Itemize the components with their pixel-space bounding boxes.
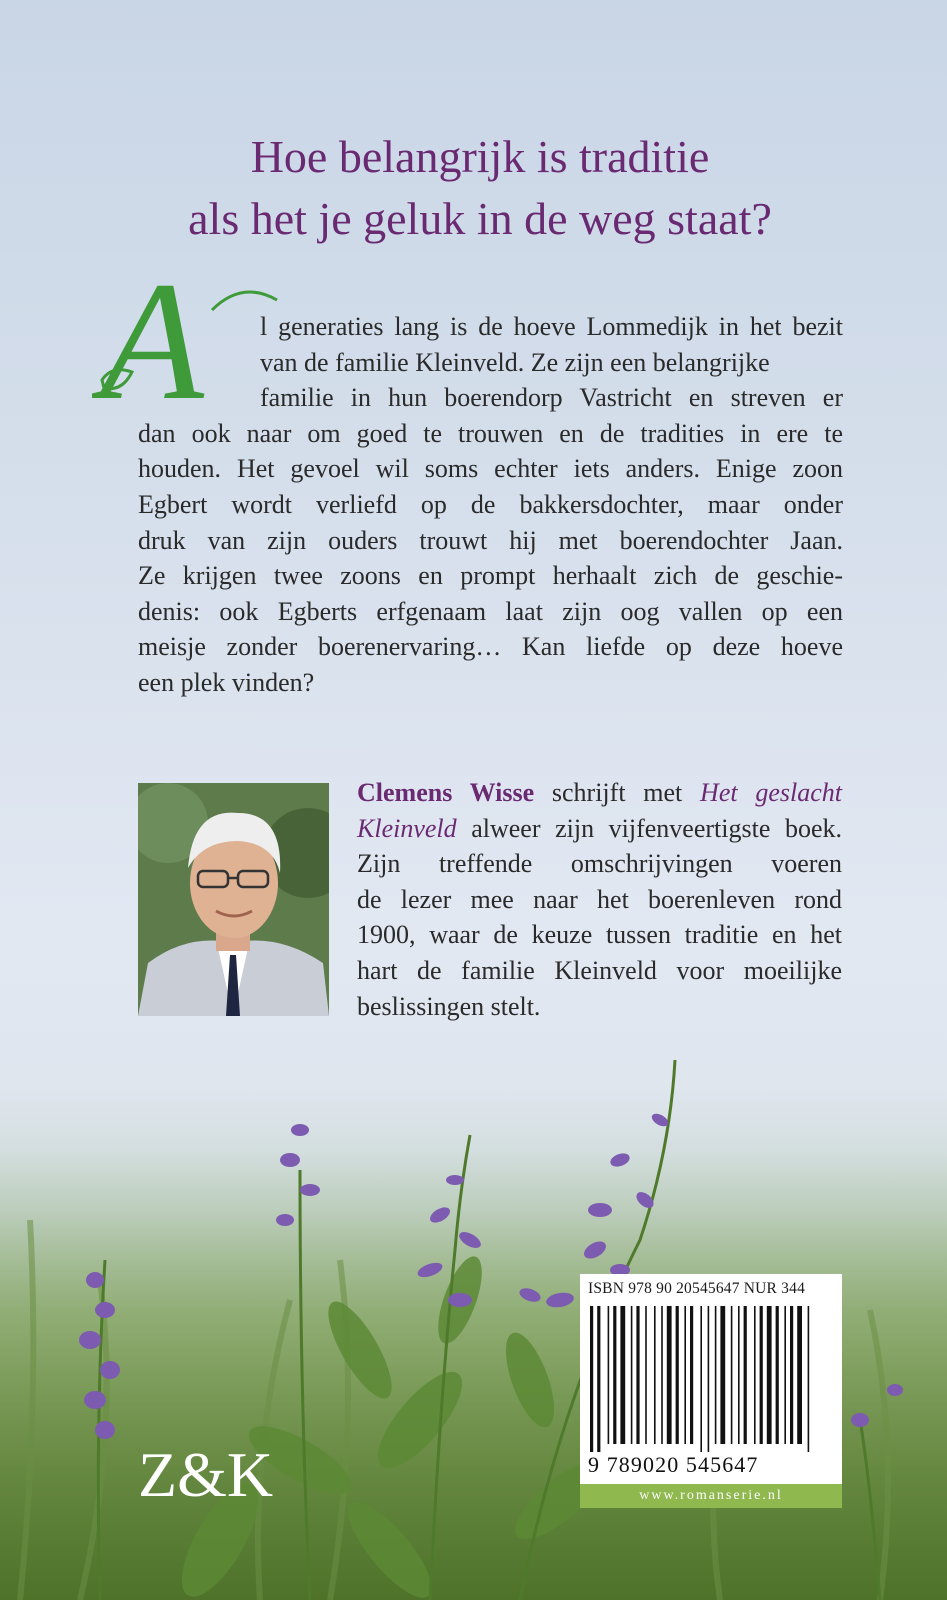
book-title-part-2: Kleinveld	[357, 813, 457, 843]
author-bio-line: beslissingen stelt.	[357, 991, 541, 1021]
blurb-line: l generaties lang is de hoeve Lommedijk in het bezit	[260, 312, 843, 341]
barcode-panel	[580, 1274, 842, 1508]
headline-line-2: als het je geluk in de weg staat?	[188, 193, 772, 244]
publisher-logo	[138, 1436, 298, 1506]
blurb-text	[138, 309, 843, 701]
author-bio-text: schrijft met	[534, 778, 701, 807]
blurb-line: meisje zonder boerenervaring… Kan liefde op deze hoeve	[138, 632, 843, 662]
author-bio-line-2	[357, 811, 842, 847]
dropcap-glyph: A	[100, 270, 204, 420]
author-photo	[138, 783, 329, 1016]
headline	[100, 126, 860, 250]
author-bio-line: 1900, waar de keuze tussen traditie en het	[357, 920, 842, 950]
headline-line-1: Hoe belangrijk is traditie	[250, 131, 710, 182]
author-bio-line-1	[357, 775, 842, 811]
author-bio-line: de lezer mee naar het boerenleven rond	[357, 884, 842, 914]
blurb-line: van de familie Kleinveld. Ze zijn een belangrijke	[260, 347, 770, 377]
blurb-line: een plek vinden?	[138, 667, 315, 697]
website-label: www.romanserie.nl	[580, 1484, 842, 1508]
isbn-label: ISBN 978 90 20545647 NUR 344	[588, 1280, 806, 1297]
book-title-part-1: Het geslacht	[700, 778, 842, 807]
blurb-line: druk van zijn ouders trouwt hij met boerendochter Jaan.	[138, 525, 843, 555]
author-bio-line: Zijn treffende omschrijvingen voeren	[357, 849, 842, 879]
blurb-line: denis: ook Egberts erfgenaam laat zijn oog vallen op een	[138, 596, 843, 626]
blurb-line: dan ook naar om goed te trouwen en de tradities in ere te	[138, 418, 843, 448]
author-name: Clemens Wisse	[357, 778, 535, 807]
publisher-logo-text: Z&K	[138, 1439, 274, 1506]
blurb-line: Egbert wordt verliefd op de bakkersdochter, maar onder	[138, 489, 843, 519]
author-bio-text: alweer zijn vijfenveertigste boek.	[456, 813, 842, 843]
blurb-line: familie in hun boerendorp Vastricht en streven er	[260, 383, 843, 413]
barcode-icon	[588, 1306, 834, 1452]
author-bio	[357, 775, 842, 1024]
author-bio-line: hart de familie Kleinveld voor moeilijke	[357, 955, 842, 985]
barcode-digits: 9 789020 545647	[588, 1452, 759, 1477]
blurb-line: houden. Het gevoel wil soms echter iets anders. Enige zoon	[138, 454, 843, 484]
blurb-line: Ze krijgen twee zoons en prompt herhaalt zich de geschie-	[138, 561, 843, 591]
